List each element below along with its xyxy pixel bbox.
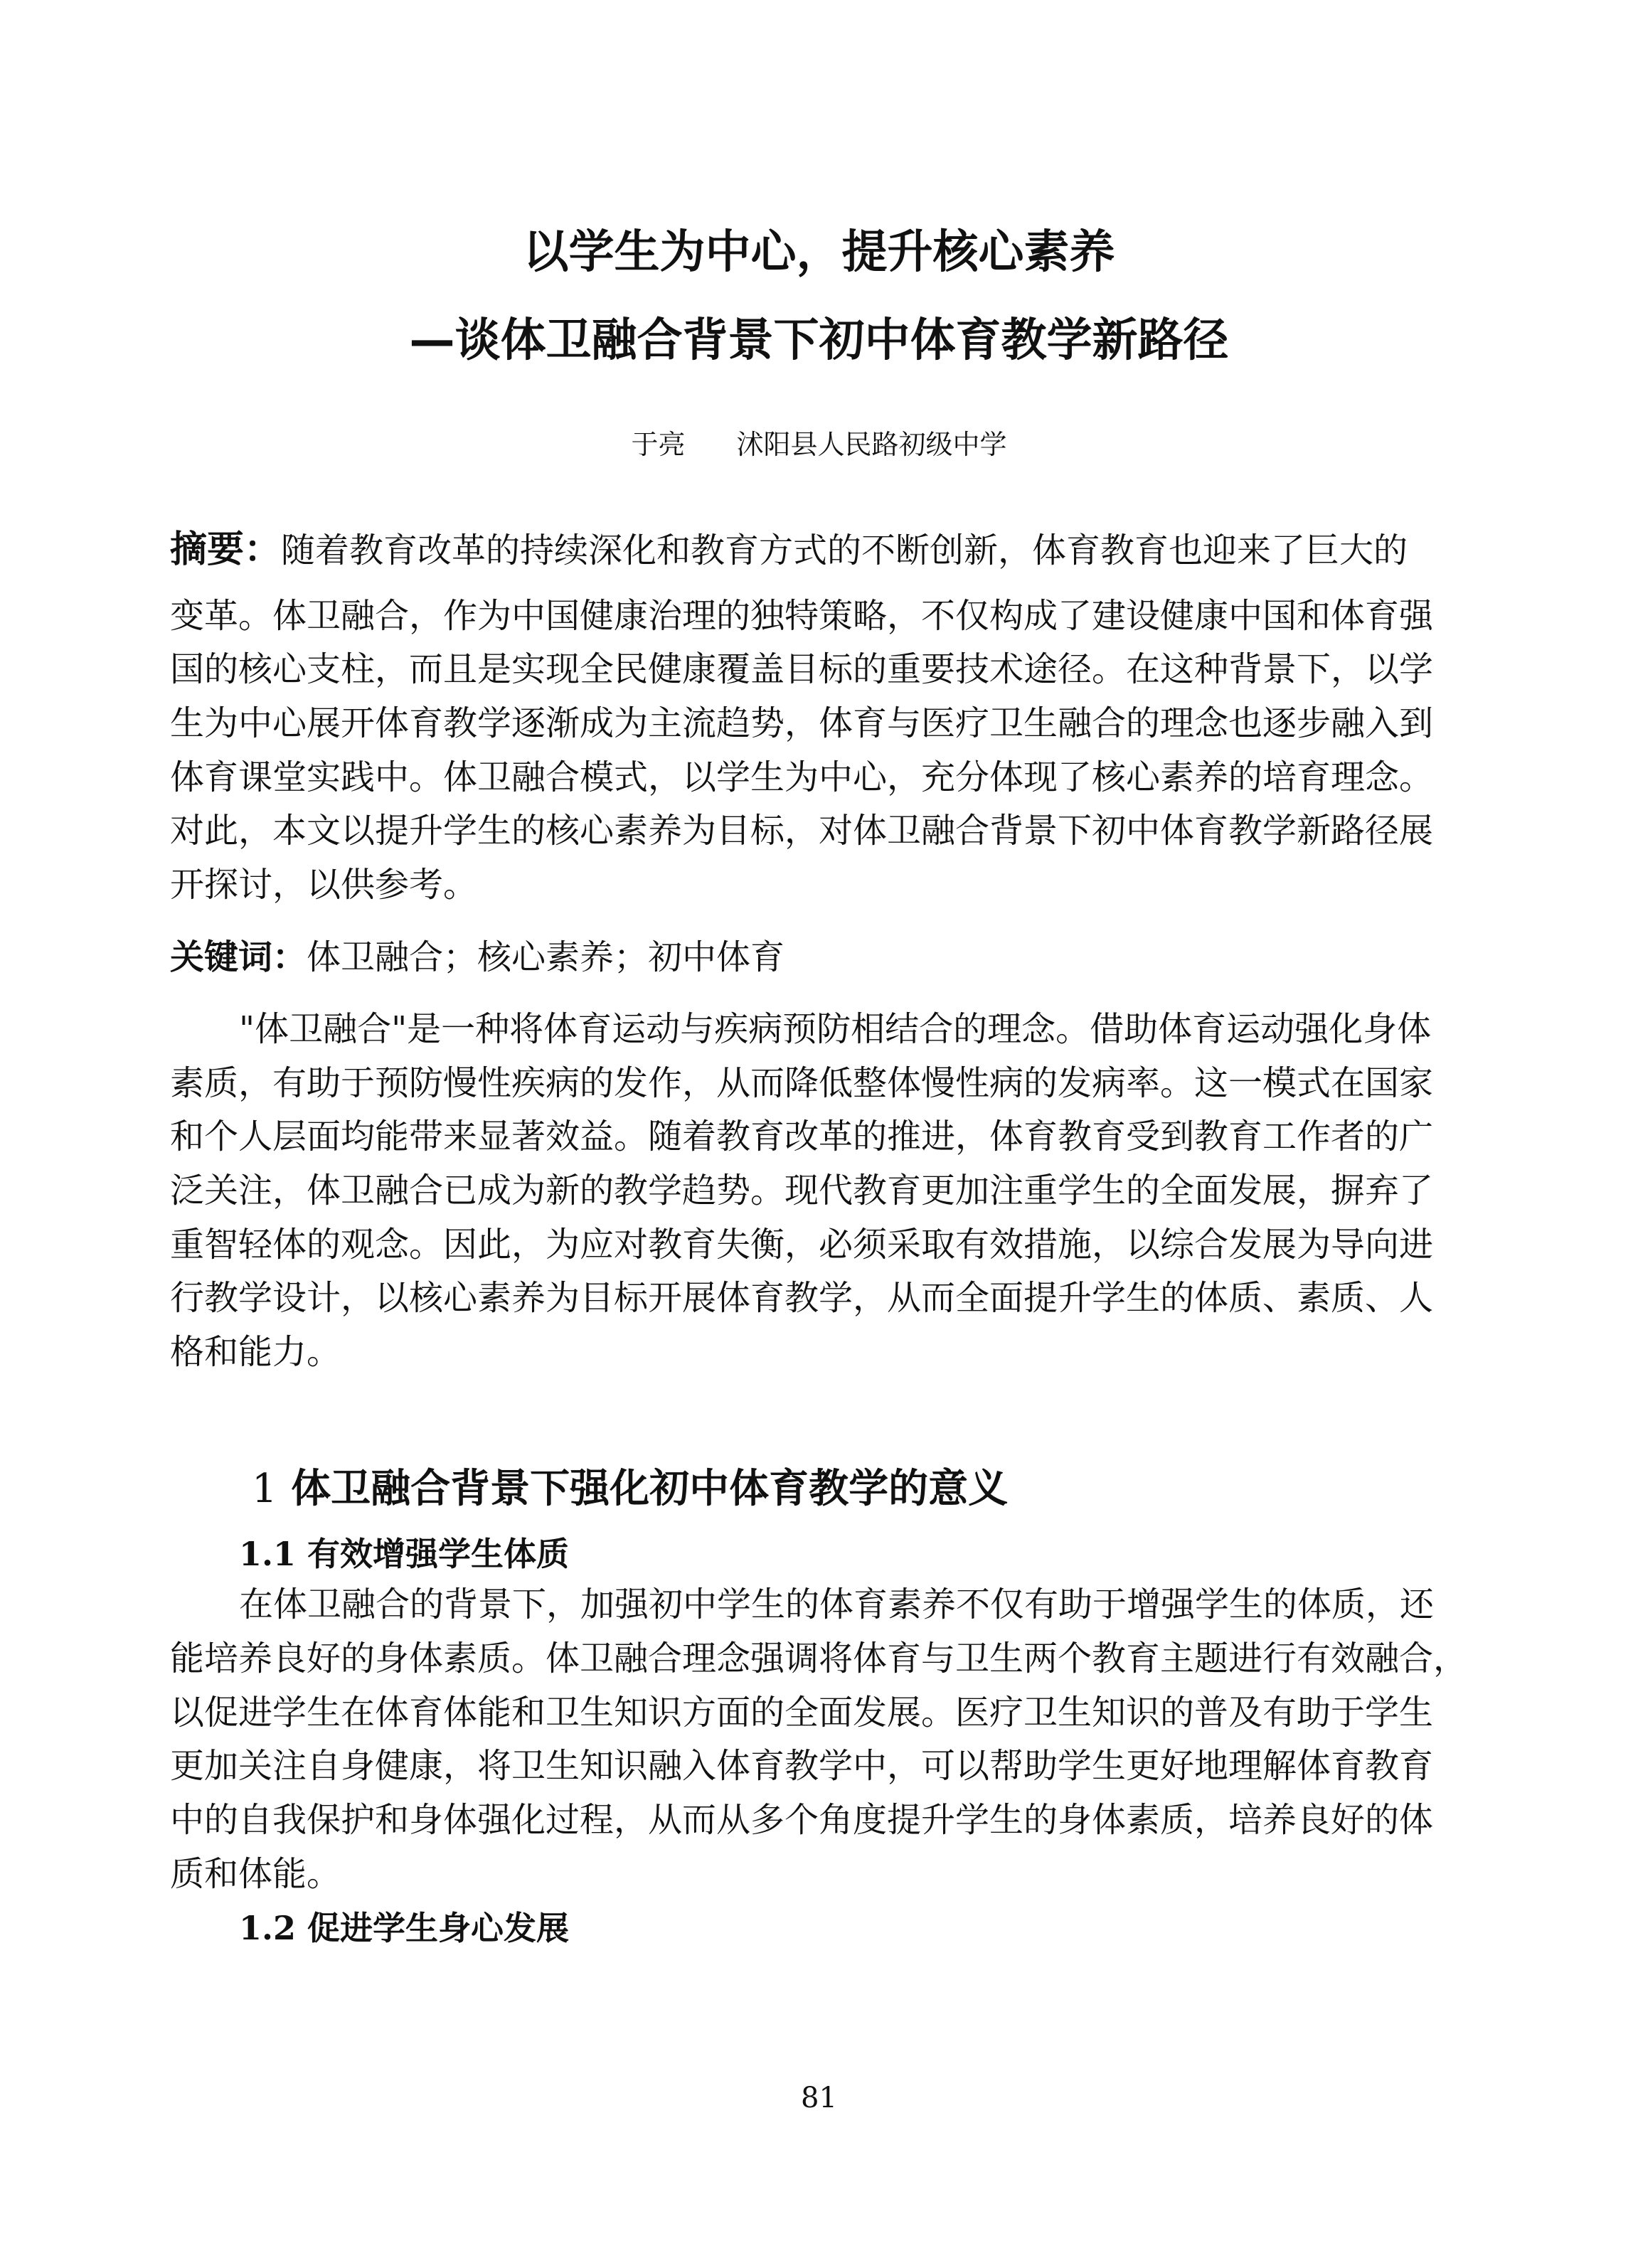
author-name: 于亮 bbox=[631, 429, 686, 460]
abstract-first-line bbox=[170, 528, 1472, 570]
section-title: 体卫融合背景下强化初中体育教学的意义 bbox=[291, 1466, 1009, 1512]
intro-line: 泛关注，体卫融合已成为新的教学趋势。现代教育更加注重学生的全面发展，摒弃了 bbox=[170, 1171, 1434, 1210]
byline bbox=[0, 431, 1638, 458]
body-line: 在体卫融合的背景下，加强初中学生的体育素养不仅有助于增强学生的体质，还 bbox=[239, 1585, 1435, 1624]
subsection-number: 1.2 bbox=[239, 1909, 297, 1947]
intro-line: 格和能力。 bbox=[170, 1332, 341, 1372]
body-line: 能培养良好的身体素质。体卫融合理念强调将体育与卫生两个教育主题进行有效融合， bbox=[170, 1639, 1468, 1678]
subsection-heading bbox=[239, 1535, 569, 1574]
author-affiliation: 沭阳县人民路初级中学 bbox=[736, 429, 1007, 460]
body-line: 中的自我保护和身体强化过程，从而从多个角度提升学生的身体素质，培养良好的体 bbox=[170, 1800, 1434, 1840]
abstract-line: 对此，本文以提升学生的核心素养为目标，对体卫融合背景下初中体育教学新路径展 bbox=[170, 811, 1434, 851]
abstract-line: 体育课堂实践中。体卫融合模式，以学生为中心，充分体现了核心素养的培育理念。 bbox=[170, 757, 1434, 797]
abstract-line: 开探讨，以供参考。 bbox=[170, 865, 478, 905]
body-line: 更加关注自身健康，将卫生知识融入体育教学中，可以帮助学生更好地理解体育教育 bbox=[170, 1746, 1434, 1786]
abstract-line: 生为中心展开体育教学逐渐成为主流趋势，体育与医疗卫生融合的理念也逐步融入到 bbox=[170, 703, 1434, 743]
keywords bbox=[170, 937, 1472, 980]
abstract-line: 国的核心支柱，而且是实现全民健康覆盖目标的重要技术途径。在这种背景下，以学 bbox=[170, 649, 1434, 689]
abstract-text: 随着教育改革的持续深化和教育方式的不断创新，体育教育也迎来了巨大的 bbox=[281, 531, 1408, 570]
subsection-title: 有效增强学生体质 bbox=[307, 1535, 570, 1573]
intro-line: 重智轻体的观念。因此，为应对教育失衡，必须采取有效措施，以综合发展为导向进 bbox=[170, 1225, 1434, 1265]
keywords-label: 关键词： bbox=[170, 937, 307, 977]
intro-line: "体卫融合"是一种将体育运动与疾病预防相结合的理念。借助体育运动强化身体 bbox=[239, 1009, 1432, 1049]
section-number: 1 bbox=[252, 1466, 277, 1512]
subsection-title: 促进学生身心发展 bbox=[307, 1909, 570, 1947]
intro-line: 素质，有助于预防慢性疾病的发作，从而降低整体慢性病的发病率。这一模式在国家 bbox=[170, 1063, 1434, 1103]
section-heading bbox=[252, 1465, 1008, 1513]
intro-line: 行教学设计，以核心素养为目标开展体育教学，从而全面提升学生的体质、素质、人 bbox=[170, 1278, 1434, 1318]
abstract-line: 变革。体卫融合，作为中国健康治理的独特策略，不仅构成了建设健康中国和体育强 bbox=[170, 596, 1434, 636]
subsection-heading bbox=[239, 1909, 569, 1948]
page-subtitle: —谈体卫融合背景下初中体育教学新路径 bbox=[409, 314, 1229, 367]
body-line: 以促进学生在体育体能和卫生知识方面的全面发展。医疗卫生知识的普及有助于学生 bbox=[170, 1693, 1434, 1732]
subsection-number: 1.1 bbox=[239, 1535, 297, 1573]
page-title: 以学生为中心，提升核心素养 bbox=[523, 226, 1115, 279]
page-number: 81 bbox=[801, 2082, 837, 2114]
abstract-label: 摘要： bbox=[170, 528, 282, 570]
keywords-text: 体卫融合；核心素养；初中体育 bbox=[307, 937, 785, 977]
intro-line: 和个人层面均能带来显著效益。随着教育改革的推进，体育教育受到教育工作者的广 bbox=[170, 1117, 1434, 1156]
body-line: 质和体能。 bbox=[170, 1854, 341, 1894]
